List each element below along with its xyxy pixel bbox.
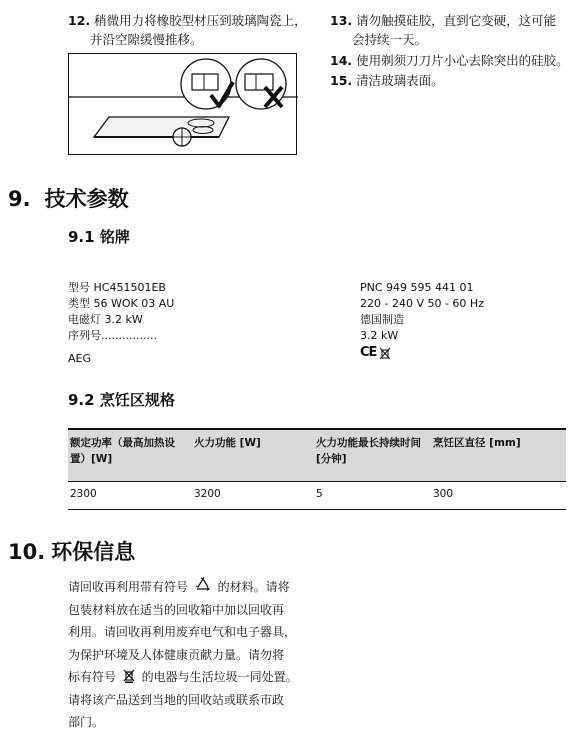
column-header: 火力功能 [W] [192, 429, 314, 481]
section-number: 9. [8, 187, 31, 211]
subsection-number: 9.1 [68, 228, 95, 246]
step-text: 使用剃须刀刀片小心去除突出的硅胶。 [356, 53, 569, 68]
environment-text [68, 576, 328, 734]
step-15 [330, 71, 444, 90]
step-number: 15. [330, 73, 353, 88]
table-cell: 5 [314, 481, 431, 509]
table-cell: 3200 [192, 481, 314, 509]
origin-line: 德国制造 [360, 313, 404, 326]
subsection-title: 铭牌 [99, 228, 130, 246]
table-header-row [68, 429, 566, 481]
crossed-bin-icon [379, 347, 391, 360]
step-text: 清洁玻璃表面。 [356, 73, 444, 88]
step-number: 14. [330, 53, 353, 68]
text-fragment: 标有符号 [68, 670, 117, 684]
rating-plate-right [360, 280, 484, 361]
section-heading [8, 536, 135, 566]
serial-line: 序列号................ [68, 329, 157, 342]
spec-table [68, 428, 566, 510]
section-number: 10. [8, 540, 46, 564]
brand: AEG [68, 352, 91, 365]
model-line: 型号 HC451501EB [68, 281, 166, 294]
text-line: 请将该产品送到当地的回收站或联系市政 [68, 692, 285, 707]
table-row [68, 481, 566, 509]
step-number: 12. [68, 13, 91, 28]
column-header: 额定功率（最高加热设置）[W] [68, 429, 192, 481]
text-fragment: 的电器与生活垃圾一同处置。 [141, 670, 298, 684]
subsection-title: 烹饪区规格 [99, 391, 175, 409]
section-title: 环保信息 [51, 540, 136, 564]
power-line: 电磁灯 3.2 kW [68, 313, 143, 326]
subsection-number: 9.2 [68, 391, 95, 409]
voltage-line: 220 - 240 V 50 - 60 Hz [360, 297, 484, 310]
step-13 [330, 11, 556, 49]
sealing-illustration [68, 53, 297, 155]
hob-diagram [69, 54, 298, 156]
text-line [68, 576, 328, 599]
recycle-icon [194, 577, 212, 593]
text-line: 利用。请回收再利用废弃电气和电子器具， [68, 625, 297, 639]
column-header: 火力功能最长持续时间 [分钟] [314, 429, 431, 481]
ce-mark-icon: CE [360, 345, 377, 360]
rating-plate-left [68, 280, 174, 367]
step-text: 会持续一天。 [352, 32, 428, 47]
step-text: 稍微用力将橡胶型材压到玻璃陶瓷上， [94, 13, 307, 28]
text-line: 包装材料放在适当的回收箱中加以回收再 [68, 602, 285, 617]
table-cell: 2300 [68, 481, 192, 509]
subsection-heading [68, 226, 130, 247]
step-number: 13. [330, 13, 353, 28]
section-title: 技术参数 [44, 187, 129, 211]
crossed-bin-icon [123, 669, 135, 683]
subsection-heading [68, 389, 175, 410]
table-cell: 300 [431, 481, 566, 509]
text-line: 部门。 [68, 715, 105, 729]
text-line [68, 666, 328, 689]
text-fragment: 的材料。请将 [217, 580, 290, 594]
step-text: 并沿空隙缓慢推移。 [90, 32, 203, 47]
step-14 [330, 51, 569, 70]
step-text: 请勿触摸硅胶，直到它变硬，这可能 [356, 13, 557, 28]
type-line: 类型 56 WOK 03 AU [68, 297, 175, 310]
text-line: 为保护环境及人体健康贡献力量。请勿将 [68, 647, 285, 662]
text-fragment: 请回收再利用带有符号 [68, 580, 189, 594]
step-12 [68, 11, 307, 49]
certification-marks [360, 345, 484, 361]
column-header: 烹饪区直径 [mm] [431, 429, 566, 481]
section-heading [8, 183, 129, 213]
pnc-line: PNC 949 595 441 01 [360, 281, 474, 294]
power-line: 3.2 kW [360, 329, 399, 342]
